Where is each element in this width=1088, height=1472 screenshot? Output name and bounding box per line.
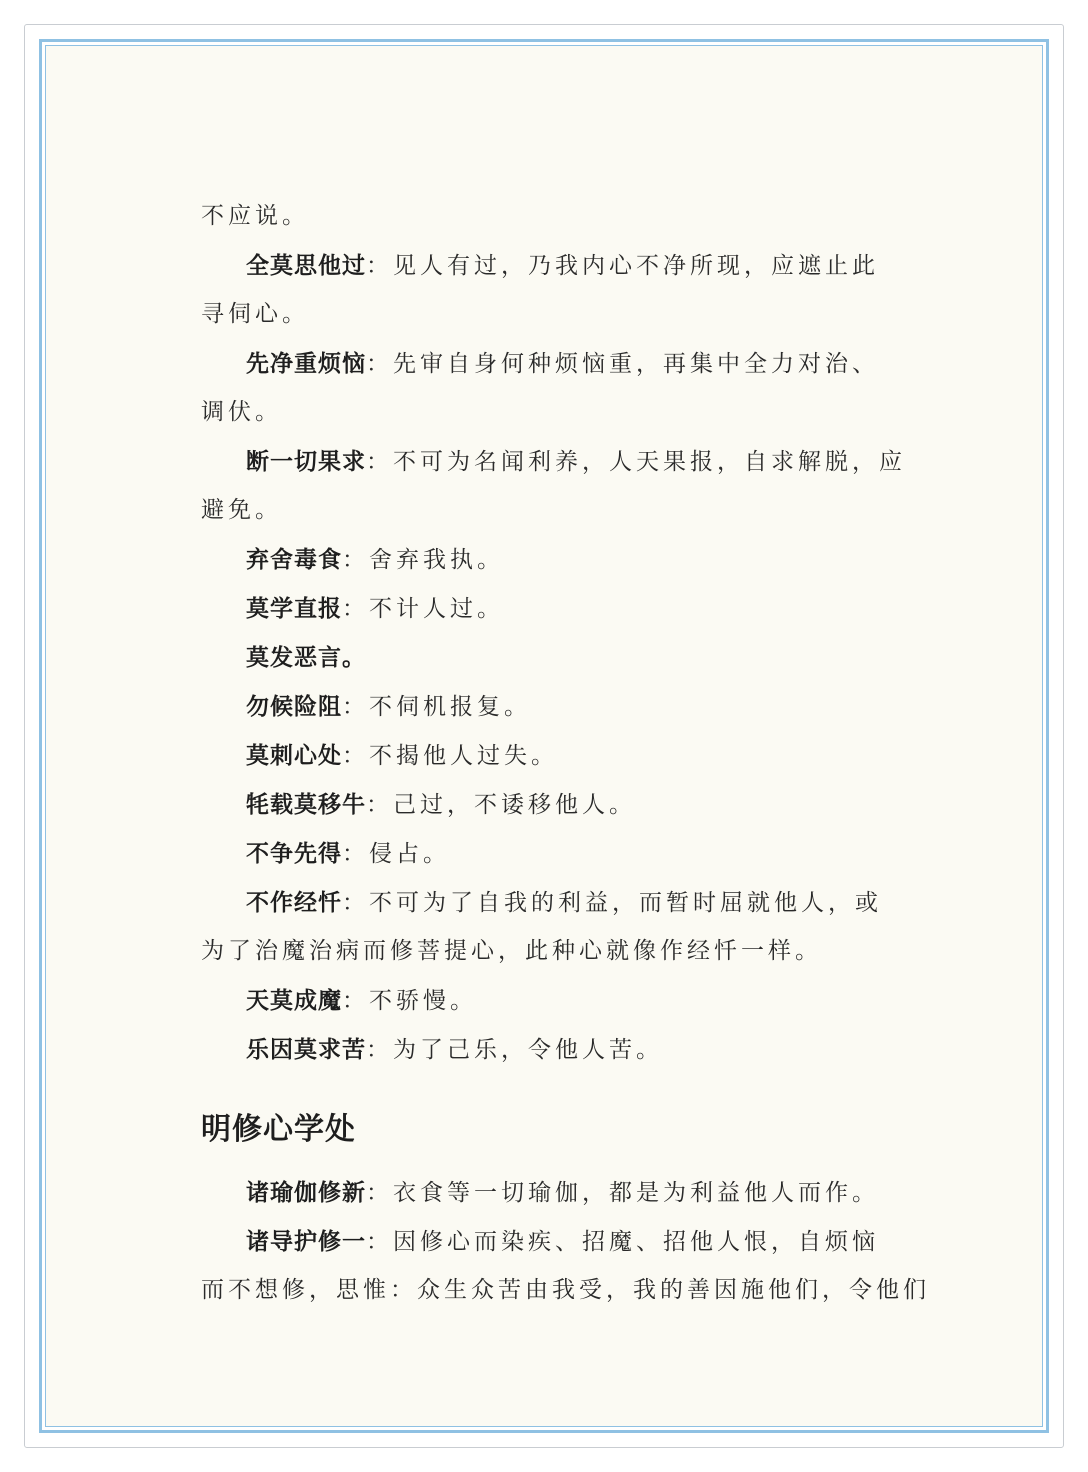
line-text: 避免。 xyxy=(201,497,282,523)
line-text: 寻伺心。 xyxy=(201,301,309,327)
entry-description: ：先审自身何种烦恼重，再集中全力对治、 xyxy=(366,351,879,377)
entry-term: 乐因莫求苦 xyxy=(246,1036,366,1063)
document-text xyxy=(201,192,930,1315)
entry-line xyxy=(201,780,891,829)
entry-term: 勿候险阻 xyxy=(246,693,342,720)
entry-description: ：不计人过。 xyxy=(342,596,504,622)
entry-line xyxy=(201,437,906,486)
entry-term: 天莫成魔 xyxy=(246,987,342,1014)
entry-line xyxy=(201,1217,891,1266)
continuation-line xyxy=(201,192,891,241)
entry-line xyxy=(201,1168,891,1217)
entry-line xyxy=(201,584,891,633)
entry-line xyxy=(201,829,891,878)
entry-description: ：不骄慢。 xyxy=(342,988,477,1014)
entry-term: 诸导护修一 xyxy=(246,1228,366,1255)
entry-description: ：侵占。 xyxy=(342,841,450,867)
page-outer-border xyxy=(24,24,1064,1448)
entry-term: 先净重烦恼 xyxy=(246,350,366,377)
entry-term: 弃舍毒食 xyxy=(246,546,342,573)
entry-line xyxy=(201,241,891,290)
entry-description: ：因修心而染疾、招魔、招他人恨，自烦恼 xyxy=(366,1229,879,1255)
entry-term: 莫刺心处 xyxy=(246,742,342,769)
line-text: 为了治魔治病而修菩提心，此种心就像作经忏一样。 xyxy=(201,938,822,964)
continuation-line xyxy=(201,290,891,339)
entry-term: 全莫思他过 xyxy=(246,252,366,279)
entry-line xyxy=(201,535,891,584)
entry-term: 莫学直报 xyxy=(246,595,342,622)
entry-line xyxy=(201,633,891,682)
entry-description: ：衣食等一切瑜伽，都是为利益他人而作。 xyxy=(366,1180,879,1206)
entry-description: ：不可为名闻利养，人天果报，自求解脱，应 xyxy=(366,449,906,475)
entry-line xyxy=(201,339,891,388)
entry-term: 断一切果求 xyxy=(246,448,366,475)
entry-term: 诸瑜伽修新 xyxy=(246,1179,366,1206)
entry-description: ：见人有过，乃我内心不净所现，应遮止此 xyxy=(366,253,879,279)
entry-line xyxy=(201,731,891,780)
entry-description: ：不揭他人过失。 xyxy=(342,743,558,769)
page-body xyxy=(45,45,1043,1427)
entry-term: 牦载莫移牛 xyxy=(246,791,366,818)
entry-line xyxy=(201,682,891,731)
entry-term: 不作经忏 xyxy=(246,889,342,916)
continuation-line xyxy=(201,388,891,437)
entry-line xyxy=(201,878,891,927)
entry-line xyxy=(201,1025,891,1074)
entry-term: 不争先得 xyxy=(246,840,342,867)
entry-description: ：己过，不诿移他人。 xyxy=(366,792,636,818)
entry-description: ：不可为了自我的利益，而暂时屈就他人，或 xyxy=(342,890,882,916)
line-text: 不应说。 xyxy=(201,203,309,229)
page-blue-border xyxy=(39,39,1049,1433)
continuation-line xyxy=(201,486,891,535)
entry-description: ：不伺机报复。 xyxy=(342,694,531,720)
entry-term: 莫发恶言。 xyxy=(246,644,366,671)
continuation-line xyxy=(201,927,891,976)
continuation-line xyxy=(201,1266,930,1315)
section-spacer xyxy=(201,1074,891,1108)
entry-description: ：舍弃我执。 xyxy=(342,547,504,573)
line-text: 调伏。 xyxy=(201,399,282,425)
entry-line xyxy=(201,976,891,1025)
entry-description: ：为了己乐，令他人苦。 xyxy=(366,1037,663,1063)
line-text: 而不想修，思惟：众生众苦由我受，我的善因施他们，令他们 xyxy=(201,1277,930,1303)
section-heading: 明修心学处 xyxy=(201,1112,356,1147)
